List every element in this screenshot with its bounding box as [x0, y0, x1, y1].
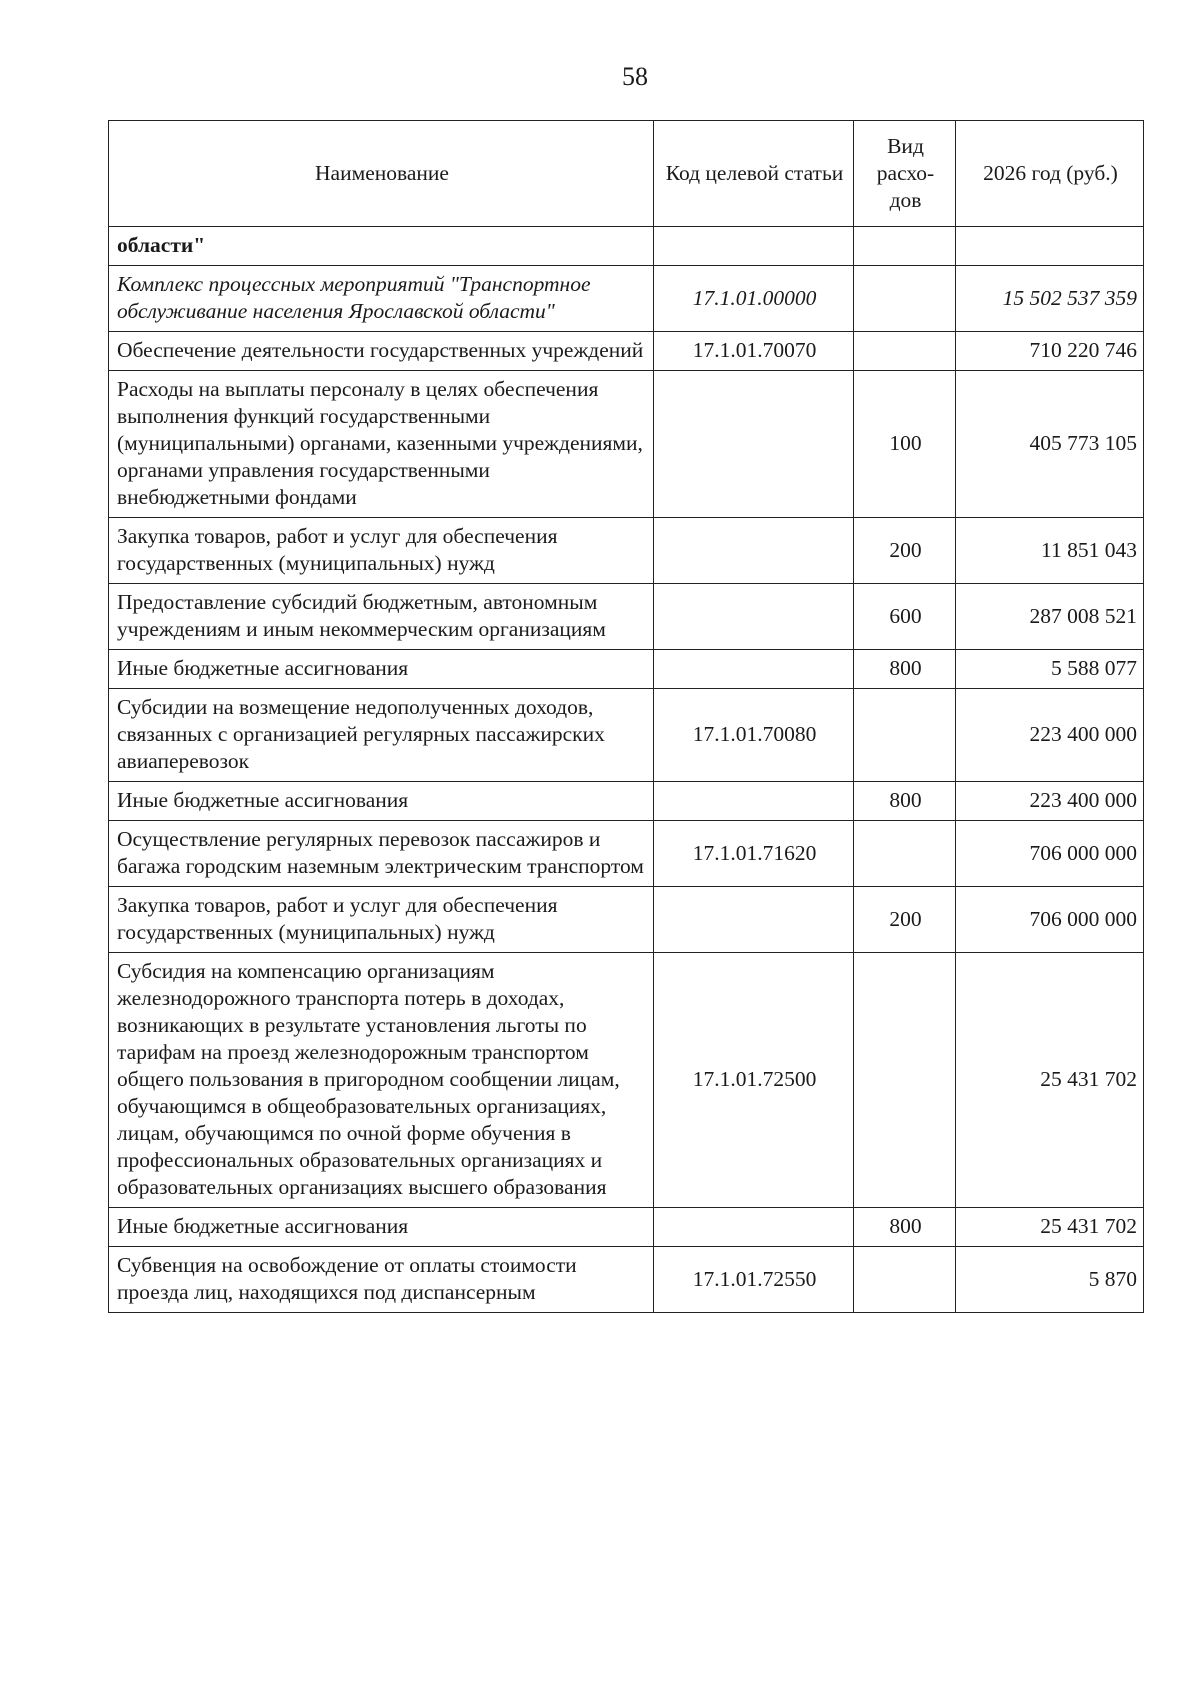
header-name: Наименование: [109, 121, 654, 227]
cell-sum: 25 431 702: [956, 1208, 1144, 1247]
cell-code: [654, 887, 854, 953]
cell-name: Осуществление регулярных перевозок пассажиров и багажа городским наземным электрическим транспортом: [109, 821, 654, 887]
cell-kind: [854, 689, 956, 782]
table-row: [109, 650, 1144, 689]
cell-code: 17.1.01.70070: [654, 332, 854, 371]
cell-code: 17.1.01.00000: [654, 266, 854, 332]
cell-kind: [854, 1247, 956, 1313]
table-row: [109, 887, 1144, 953]
cell-code: [654, 650, 854, 689]
table-row: [109, 227, 1144, 266]
cell-code: [654, 371, 854, 518]
cell-name: Субсидия на компенсацию организациям железнодорожного транспорта потерь в доходах, возникающих в результате установления льготы по тарифам на проезд железнодорожным транспортом общего пользования в пригородном сообщении лицам, обучающимся в общеобразовательных организациях, лицам, обучающимся по очной форме обучения в профессиональных образовательных организациях и образовательных организациях высшего образования: [109, 953, 654, 1208]
cell-code: 17.1.01.72500: [654, 953, 854, 1208]
table-body: [109, 227, 1144, 1313]
header-code: Код целевой статьи: [654, 121, 854, 227]
cell-sum: 710 220 746: [956, 332, 1144, 371]
header-sum: 2026 год (руб.): [956, 121, 1144, 227]
cell-sum: 706 000 000: [956, 821, 1144, 887]
cell-sum: [956, 227, 1144, 266]
table-row: [109, 332, 1144, 371]
cell-sum: 5 870: [956, 1247, 1144, 1313]
cell-kind: 200: [854, 518, 956, 584]
cell-code: 17.1.01.72550: [654, 1247, 854, 1313]
page-number: 58: [622, 62, 648, 91]
cell-name: Предоставление субсидий бюджетным, автономным учреждениям и иным некоммерческим организациям: [109, 584, 654, 650]
table-row: [109, 1208, 1144, 1247]
cell-sum: 15 502 537 359: [956, 266, 1144, 332]
cell-name: Закупка товаров, работ и услуг для обеспечения государственных (муниципальных) нужд: [109, 887, 654, 953]
cell-code: 17.1.01.70080: [654, 689, 854, 782]
cell-kind: 100: [854, 371, 956, 518]
cell-name: области": [109, 227, 654, 266]
cell-sum: 25 431 702: [956, 953, 1144, 1208]
cell-kind: [854, 953, 956, 1208]
cell-kind: [854, 821, 956, 887]
cell-code: [654, 584, 854, 650]
cell-code: 17.1.01.71620: [654, 821, 854, 887]
cell-name: Субсидии на возмещение недополученных доходов, связанных с организацией регулярных пассажирских авиаперевозок: [109, 689, 654, 782]
cell-name: Иные бюджетные ассигнования: [109, 650, 654, 689]
cell-name: Обеспечение деятельности государственных учреждений: [109, 332, 654, 371]
cell-code: [654, 1208, 854, 1247]
cell-kind: [854, 266, 956, 332]
table-row: [109, 266, 1144, 332]
cell-name: Расходы на выплаты персоналу в целях обеспечения выполнения функций государственными (муниципальными) органами, казенными учреждениями, органами управления государственными внебюджетными фондами: [109, 371, 654, 518]
cell-sum: 287 008 521: [956, 584, 1144, 650]
cell-kind: 800: [854, 1208, 956, 1247]
cell-kind: 200: [854, 887, 956, 953]
cell-kind: [854, 227, 956, 266]
cell-name: Иные бюджетные ассигнования: [109, 782, 654, 821]
table-row: [109, 689, 1144, 782]
cell-name: Иные бюджетные ассигнования: [109, 1208, 654, 1247]
cell-sum: 405 773 105: [956, 371, 1144, 518]
table-row: [109, 821, 1144, 887]
cell-sum: 223 400 000: [956, 782, 1144, 821]
cell-sum: 5 588 077: [956, 650, 1144, 689]
table-row: [109, 518, 1144, 584]
cell-kind: [854, 332, 956, 371]
table-row: [109, 953, 1144, 1208]
cell-name: Комплекс процессных мероприятий "Транспортное обслуживание населения Ярославской области": [109, 266, 654, 332]
budget-table: [108, 120, 1144, 1313]
cell-name: Закупка товаров, работ и услуг для обеспечения государственных (муниципальных) нужд: [109, 518, 654, 584]
cell-name: Субвенция на освобождение от оплаты стоимости проезда лиц, находящихся под диспансерным: [109, 1247, 654, 1313]
table-row: [109, 782, 1144, 821]
cell-code: [654, 227, 854, 266]
cell-sum: 706 000 000: [956, 887, 1144, 953]
cell-kind: 600: [854, 584, 956, 650]
table-row: [109, 371, 1144, 518]
cell-kind: 800: [854, 782, 956, 821]
cell-kind: 800: [854, 650, 956, 689]
cell-sum: 11 851 043: [956, 518, 1144, 584]
table-header: [109, 121, 1144, 227]
header-kind: Вид расхо-дов: [854, 121, 956, 227]
cell-sum: 223 400 000: [956, 689, 1144, 782]
table-row: [109, 1247, 1144, 1313]
header-row: [109, 121, 1144, 227]
cell-code: [654, 782, 854, 821]
table-row: [109, 584, 1144, 650]
cell-code: [654, 518, 854, 584]
